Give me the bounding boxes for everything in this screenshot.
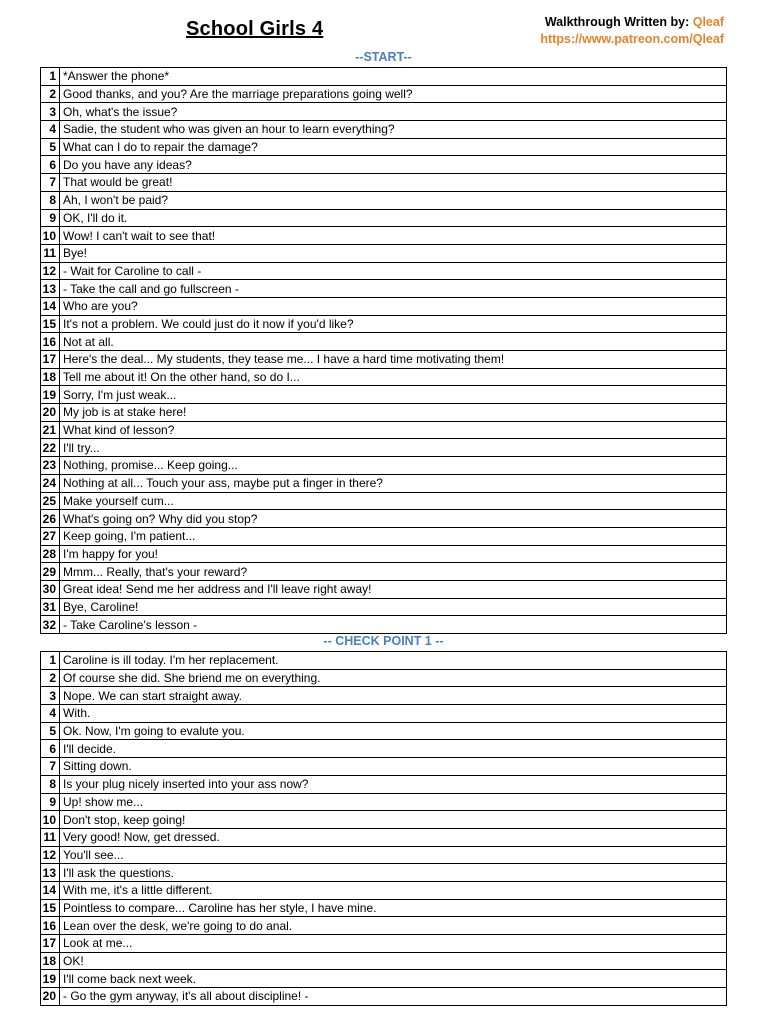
step-number: 24 [41,474,60,492]
step-text: Bye! [60,244,727,262]
step-number: 17 [41,351,60,369]
table-row [41,368,727,386]
step-number: 16 [41,333,60,351]
table-row [41,527,727,545]
table-row [41,103,727,121]
table-row [41,404,727,422]
step-number: 7 [41,174,60,192]
step-number: 11 [41,828,60,846]
step-number: 29 [41,563,60,581]
step-text: Sitting down. [60,758,727,776]
table-row [41,917,727,935]
checkpoint-1-heading: -- CHECK POINT 1 -- [323,634,444,648]
table-row [41,457,727,475]
table-row [41,545,727,563]
step-text: I'm happy for you! [60,545,727,563]
step-text: Oh, what's the issue? [60,103,727,121]
table-row [41,138,727,156]
step-number: 4 [41,705,60,723]
step-number: 13 [41,280,60,298]
step-number: 9 [41,209,60,227]
step-number: 10 [41,811,60,829]
step-text: I'll come back next week. [60,970,727,988]
step-number: 21 [41,421,60,439]
step-number: 5 [41,138,60,156]
table-row [41,758,727,776]
table-row [41,121,727,139]
step-text: Lean over the desk, we're going to do anal. [60,917,727,935]
step-text: What kind of lesson? [60,421,727,439]
step-text: - Wait for Caroline to call - [60,262,727,280]
step-number: 3 [41,103,60,121]
step-text: That would be great! [60,174,727,192]
step-number: 18 [41,368,60,386]
table-row [41,740,727,758]
step-text: Sorry, I'm just weak... [60,386,727,404]
table-row [41,952,727,970]
table-row [41,191,727,209]
step-number: 18 [41,952,60,970]
step-text: Tell me about it! On the other hand, so do I... [60,368,727,386]
credit-block [540,14,724,48]
start-steps-table [40,67,727,634]
step-number: 17 [41,935,60,953]
step-number: 15 [41,315,60,333]
table-row [41,988,727,1006]
table-row [41,935,727,953]
step-text: Keep going, I'm patient... [60,527,727,545]
step-text: Here's the deal... My students, they tease me... I have a hard time motivating them! [60,351,727,369]
table-row [41,262,727,280]
table-row [41,616,727,634]
step-text: What can I do to repair the damage? [60,138,727,156]
step-text: I'll try... [60,439,727,457]
step-number: 30 [41,580,60,598]
step-number: 31 [41,598,60,616]
start-steps-body [41,68,727,634]
step-number: 1 [41,652,60,670]
table-row [41,227,727,245]
step-text: Caroline is ill today. I'm her replacement. [60,652,727,670]
table-row [41,828,727,846]
table-row [41,174,727,192]
table-row [41,244,727,262]
step-number: 3 [41,687,60,705]
step-text: Nothing at all... Touch your ass, maybe put a finger in there? [60,474,727,492]
step-text: OK, I'll do it. [60,209,727,227]
step-number: 20 [41,988,60,1006]
table-row [41,687,727,705]
step-text: Of course she did. She briend me on everything. [60,669,727,687]
step-number: 2 [41,85,60,103]
table-row [41,580,727,598]
step-text: Who are you? [60,297,727,315]
table-row [41,315,727,333]
step-number: 19 [41,386,60,404]
step-number: 14 [41,881,60,899]
table-row [41,563,727,581]
step-text: Great idea! Send me her address and I'll leave right away! [60,580,727,598]
step-text: Not at all. [60,333,727,351]
table-row [41,811,727,829]
step-text: Is your plug nicely inserted into your ass now? [60,775,727,793]
step-number: 11 [41,244,60,262]
table-row [41,280,727,298]
step-text: Pointless to compare... Caroline has her style, I have mine. [60,899,727,917]
table-row [41,209,727,227]
step-text: Nope. We can start straight away. [60,687,727,705]
step-number: 6 [41,740,60,758]
table-row [41,297,727,315]
step-number: 22 [41,439,60,457]
step-text: Sadie, the student who was given an hour to learn everything? [60,121,727,139]
step-number: 27 [41,527,60,545]
checkpoint-1-steps-body [41,652,727,1006]
patreon-link[interactable]: https://www.patreon.com/Qleaf [540,32,724,46]
table-row [41,492,727,510]
step-text: Ok. Now, I'm going to evalute you. [60,722,727,740]
step-text: You'll see... [60,846,727,864]
checkpoint-1-steps-table [40,651,727,1006]
table-row [41,85,727,103]
start-section-heading: --START-- [355,50,412,64]
step-number: 6 [41,156,60,174]
step-text: Up! show me... [60,793,727,811]
step-text: Don't stop, keep going! [60,811,727,829]
step-text: Do you have any ideas? [60,156,727,174]
step-text: OK! [60,952,727,970]
step-number: 8 [41,191,60,209]
table-row [41,793,727,811]
table-row [41,970,727,988]
step-number: 32 [41,616,60,634]
table-row [41,669,727,687]
step-number: 12 [41,262,60,280]
step-text: - Take Caroline's lesson - [60,616,727,634]
step-text: I'll ask the questions. [60,864,727,882]
table-row [41,474,727,492]
table-row [41,598,727,616]
step-number: 16 [41,917,60,935]
step-number: 7 [41,758,60,776]
step-text: It's not a problem. We could just do it now if you'd like? [60,315,727,333]
step-text: - Go the gym anyway, it's all about discipline! - [60,988,727,1006]
page-title: School Girls 4 [186,18,324,40]
credit-label: Walkthrough Written by: [544,15,690,29]
table-row [41,156,727,174]
table-row [41,439,727,457]
step-text: Ah, I won't be paid? [60,191,727,209]
step-number: 15 [41,899,60,917]
step-number: 14 [41,297,60,315]
table-row [41,899,727,917]
step-number: 4 [41,121,60,139]
step-text: Nothing, promise... Keep going... [60,457,727,475]
table-row [41,421,727,439]
step-number: 2 [41,669,60,687]
step-number: 25 [41,492,60,510]
step-number: 9 [41,793,60,811]
step-number: 8 [41,775,60,793]
table-row [41,333,727,351]
step-text: - Take the call and go fullscreen - [60,280,727,298]
step-text: With. [60,705,727,723]
step-text: What's going on? Why did you stop? [60,510,727,528]
credit-author: Qleaf [692,15,724,29]
step-text: Make yourself cum... [60,492,727,510]
step-text: My job is at stake here! [60,404,727,422]
step-text: Good thanks, and you? Are the marriage preparations going well? [60,85,727,103]
step-number: 5 [41,722,60,740]
step-text: Very good! Now, get dressed. [60,828,727,846]
table-row [41,652,727,670]
step-text: I'll decide. [60,740,727,758]
step-text: *Answer the phone* [60,68,727,86]
step-number: 10 [41,227,60,245]
step-text: Look at me... [60,935,727,953]
table-row [41,722,727,740]
table-row [41,705,727,723]
step-number: 28 [41,545,60,563]
step-text: Wow! I can't wait to see that! [60,227,727,245]
table-row [41,775,727,793]
step-text: Bye, Caroline! [60,598,727,616]
credit-line [540,14,724,31]
table-row [41,386,727,404]
step-number: 26 [41,510,60,528]
step-number: 19 [41,970,60,988]
table-row [41,351,727,369]
table-row [41,510,727,528]
table-row [41,68,727,86]
step-number: 1 [41,68,60,86]
step-text: With me, it's a little different. [60,881,727,899]
step-number: 20 [41,404,60,422]
table-row [41,881,727,899]
step-text: Mmm... Really, that's your reward? [60,563,727,581]
step-number: 12 [41,846,60,864]
table-row [41,846,727,864]
table-row [41,864,727,882]
step-number: 23 [41,457,60,475]
step-number: 13 [41,864,60,882]
